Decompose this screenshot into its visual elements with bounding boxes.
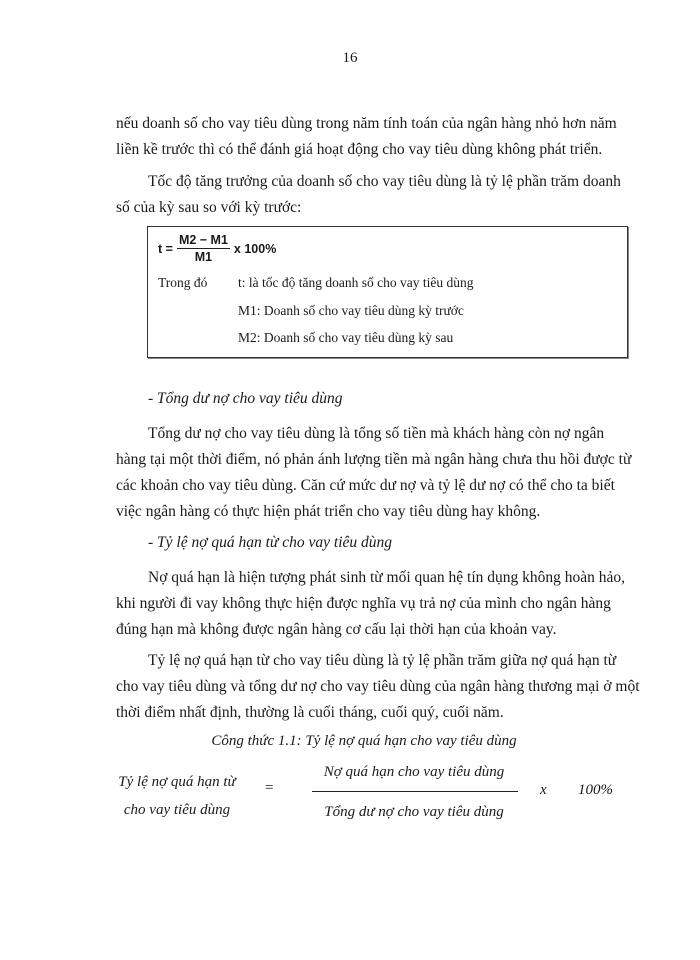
formula-denominator: M1: [194, 250, 213, 264]
text-line: các khoản cho vay tiêu dùng. Căn cứ mức dư nợ và tỷ lệ dư nợ có thể cho ta biết: [116, 477, 615, 494]
text-line: Nợ quá hạn là hiện tượng phát sinh từ mối quan hệ tín dụng không hoàn hảo,: [148, 569, 626, 586]
fraction-bar: [312, 791, 518, 792]
paragraph-4: [116, 565, 630, 643]
text-line: đúng hạn mà không được ngân hàng cơ cấu lại thời hạn của khoản vay.: [116, 621, 557, 638]
formula-times: x: [540, 782, 547, 798]
formula-numerator: M2 − M1: [178, 233, 228, 247]
text-line: nếu doanh số cho vay tiêu dùng trong năm tính toán của ngân hàng nhỏ hơn năm: [116, 115, 617, 132]
text-line: hàng tại một thời điểm, nó phản ánh lượng tiền mà ngân hàng chưa thu hồi được từ: [116, 451, 632, 468]
definition-t: t: là tốc độ tăng doanh số cho vay tiêu dùng: [238, 275, 474, 290]
formula-numerator: Nợ quá hạn cho vay tiêu dùng: [323, 764, 505, 780]
text-line: cho vay tiêu dùng và tổng dư nợ cho vay tiêu dùng của ngân hàng thương mại ở một: [116, 678, 640, 695]
definition-m1: M1: Doanh số cho vay tiêu dùng kỳ trước: [238, 303, 464, 318]
formula-caption: Công thức 1.1: Tỷ lệ nợ quá hạn cho vay tiêu dùng: [211, 733, 517, 749]
definition-m2: M2: Doanh số cho vay tiêu dùng kỳ sau: [238, 330, 454, 345]
growth-formula-box: [147, 226, 628, 358]
text-line: liền kề trước thì có thể đánh giá hoạt động cho vay tiêu dùng không phát triển.: [116, 141, 603, 158]
paragraph-3: [116, 421, 630, 525]
formula-fraction: [177, 233, 230, 264]
formula-lhs: t =: [158, 241, 173, 256]
text-line: Tỷ lệ nợ quá hạn từ cho vay tiêu dùng là tỷ lệ phần trăm giữa nợ quá hạn từ: [148, 652, 617, 669]
formula-denominator: Tổng dư nợ cho vay tiêu dùng: [324, 804, 504, 820]
section-heading-tong-du-no: - Tổng dư nợ cho vay tiêu dùng: [148, 390, 343, 407]
text-line: khi người đi vay không thực hiện được nghĩa vụ trả nợ của mình cho ngân hàng: [116, 595, 611, 612]
text-line: Tổng dư nợ cho vay tiêu dùng là tổng số tiền mà khách hàng còn nợ ngân: [148, 425, 605, 442]
growth-formula: [158, 233, 276, 264]
paragraph-5: [116, 648, 640, 726]
formula-multiplier: x 100%: [233, 241, 277, 256]
text-line: thời điểm nhất định, thường là cuối tháng, cuối quý, cuối năm.: [116, 704, 504, 721]
formula-percent: 100%: [578, 782, 613, 798]
formula-lhs: [104, 768, 250, 824]
text-line: việc ngân hàng có thực hiện phát triển cho vay tiêu dùng hay không.: [116, 503, 541, 520]
formula-lhs-line: Tỷ lệ nợ quá hạn từ: [118, 774, 236, 790]
where-label: Trong đó: [158, 275, 208, 290]
section-heading-ty-le-no-qua-han: - Tỷ lệ nợ quá hạn từ cho vay tiêu dùng: [148, 534, 393, 551]
text-line: số của kỳ sau so với kỳ trước:: [116, 199, 302, 216]
paragraph-1: [116, 111, 630, 163]
formula-equals: =: [265, 780, 274, 796]
paragraph-2: [116, 169, 630, 221]
page-number: 16: [342, 50, 358, 66]
text-line: Tốc độ tăng trưởng của doanh số cho vay tiêu dùng là tỷ lệ phần trăm doanh: [148, 173, 621, 190]
formula-lhs-line: cho vay tiêu dùng: [123, 802, 231, 818]
